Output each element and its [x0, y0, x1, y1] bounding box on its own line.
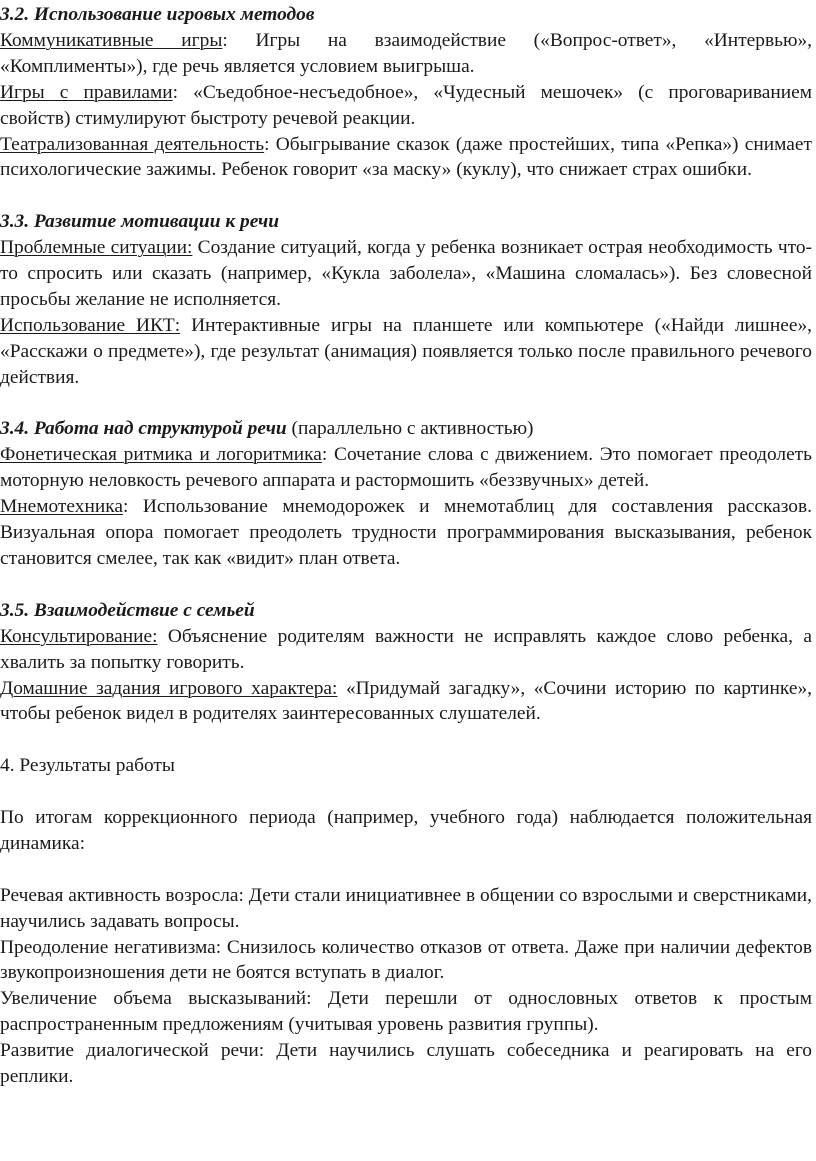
text-phonetic-rhythmics: : Сочетание слова с движением. Это помогает преодолеть моторную неловкость речевого аппарата и растормошить «беззвучных» детей. — [0, 444, 812, 492]
paragraph-ict-usage — [0, 313, 812, 391]
section-heading-4: 4. Результаты работы — [0, 755, 175, 777]
section-heading-3-3: 3.3. Развитие мотивации к речи — [0, 211, 280, 233]
section-heading-3-2: 3.2. Использование игровых методов — [0, 4, 315, 25]
term-rule-games: Игры с правилами — [0, 81, 173, 103]
section-heading-3-4 — [0, 416, 812, 442]
text-consulting: Объяснение родителям важности не исправлять каждое слово ребенка, а хвалить за попытку говорить. — [0, 625, 812, 673]
paragraph-mnemonics — [0, 494, 812, 572]
spacer — [0, 727, 812, 753]
term-phonetic-rhythmics: Фонетическая ритмика и логоритмика — [0, 444, 322, 466]
spacer — [0, 391, 812, 417]
term-ict-usage: Использование ИКТ: — [0, 314, 181, 336]
paragraph-home-tasks — [0, 676, 812, 728]
result-dialogic-speech: Развитие диалогической речи: Дети научились слушать собеседника и реагировать на его реплики. — [0, 1040, 812, 1088]
term-problem-situations: Проблемные ситуации: — [0, 237, 193, 259]
paragraph-phonetic-rhythmics — [0, 442, 812, 494]
section-heading-3-4-note: (параллельно с активностью) — [286, 418, 534, 440]
paragraph-communicative-games — [0, 28, 812, 80]
text-problem-situations: Создание ситуаций, когда у ребенка возникает острая необходимость что-то спросить или сказать (например, «Кукла заболела», «Машина сломалась»). Без словесной просьбы желание не исполняется. — [0, 237, 812, 310]
paragraph-problem-situations — [0, 235, 812, 313]
result-utterance-volume: Увеличение объема высказываний: Дети перешли от однословных ответов к простым распространенным предложениям (учитывая уровень развития группы). — [0, 988, 812, 1036]
spacer — [0, 183, 812, 209]
term-consulting: Консультирование: — [0, 625, 158, 647]
spacer — [0, 779, 812, 805]
text-communicative-games: : Игры на взаимодействие («Вопрос-ответ», «Интервью», «Комплименты»), где речь является условием выигрыша. — [0, 29, 812, 77]
text-ict-usage: Интерактивные игры на планшете или компьютере («Найди лишнее», «Расскажи о предмете»), где результат (анимация) появляется только после правильного речевого действия. — [0, 314, 812, 388]
text-theatrical-activity: : Обыгрывание сказок (даже простейших, типа «Репка») снимает психологические зажимы. Ребенок говорит «за маску» (куклу), что снижает страх ошибки. — [0, 133, 812, 181]
result-speech-activity: Речевая активность возросла: Дети стали инициативнее в общении со взрослыми и сверстниками, научились задавать вопросы. — [0, 884, 812, 932]
text-mnemonics: : Использование мнемодорожек и мнемотаблиц для составления рассказов. Визуальная опора помогает преодолеть трудности программирования высказывания, ребенок становится смелее, так как «видит» план ответа. — [0, 496, 812, 569]
paragraph-rule-games — [0, 80, 812, 132]
section-heading-3-4-title: 3.4. Работа над структурой речи — [0, 418, 287, 440]
term-communicative-games: Коммуникативные игры — [0, 29, 223, 51]
spacer — [0, 857, 812, 883]
text-home-tasks: «Придумай загадку», «Сочини историю по картинке», чтобы ребенок видел в родителях заинтересованных слушателей. — [0, 677, 812, 725]
term-mnemonics: Мнемотехника — [0, 496, 123, 518]
term-home-tasks: Домашние задания игрового характера: — [0, 677, 338, 699]
term-theatrical-activity: Театрализованная деятельность — [0, 133, 265, 155]
spacer — [0, 572, 812, 598]
text-rule-games: : «Съедобное-несъедобное», «Чудесный мешочек» (с проговариванием свойств) стимулируют быстроту речевой реакции. — [0, 81, 812, 129]
section-heading-3-5: 3.5. Взаимодействие с семьей — [0, 599, 255, 621]
paragraph-results-intro: По итогам коррекционного периода (например, учебного года) наблюдается положительная динамика: — [0, 807, 812, 854]
result-overcoming-negativism: Преодоление негативизма: Снизилось количество отказов от ответа. Даже при наличии дефектов звукопроизношения дети не боятся вступать в диалог. — [0, 936, 812, 984]
paragraph-consulting — [0, 624, 812, 676]
paragraph-theatrical-activity — [0, 132, 812, 184]
